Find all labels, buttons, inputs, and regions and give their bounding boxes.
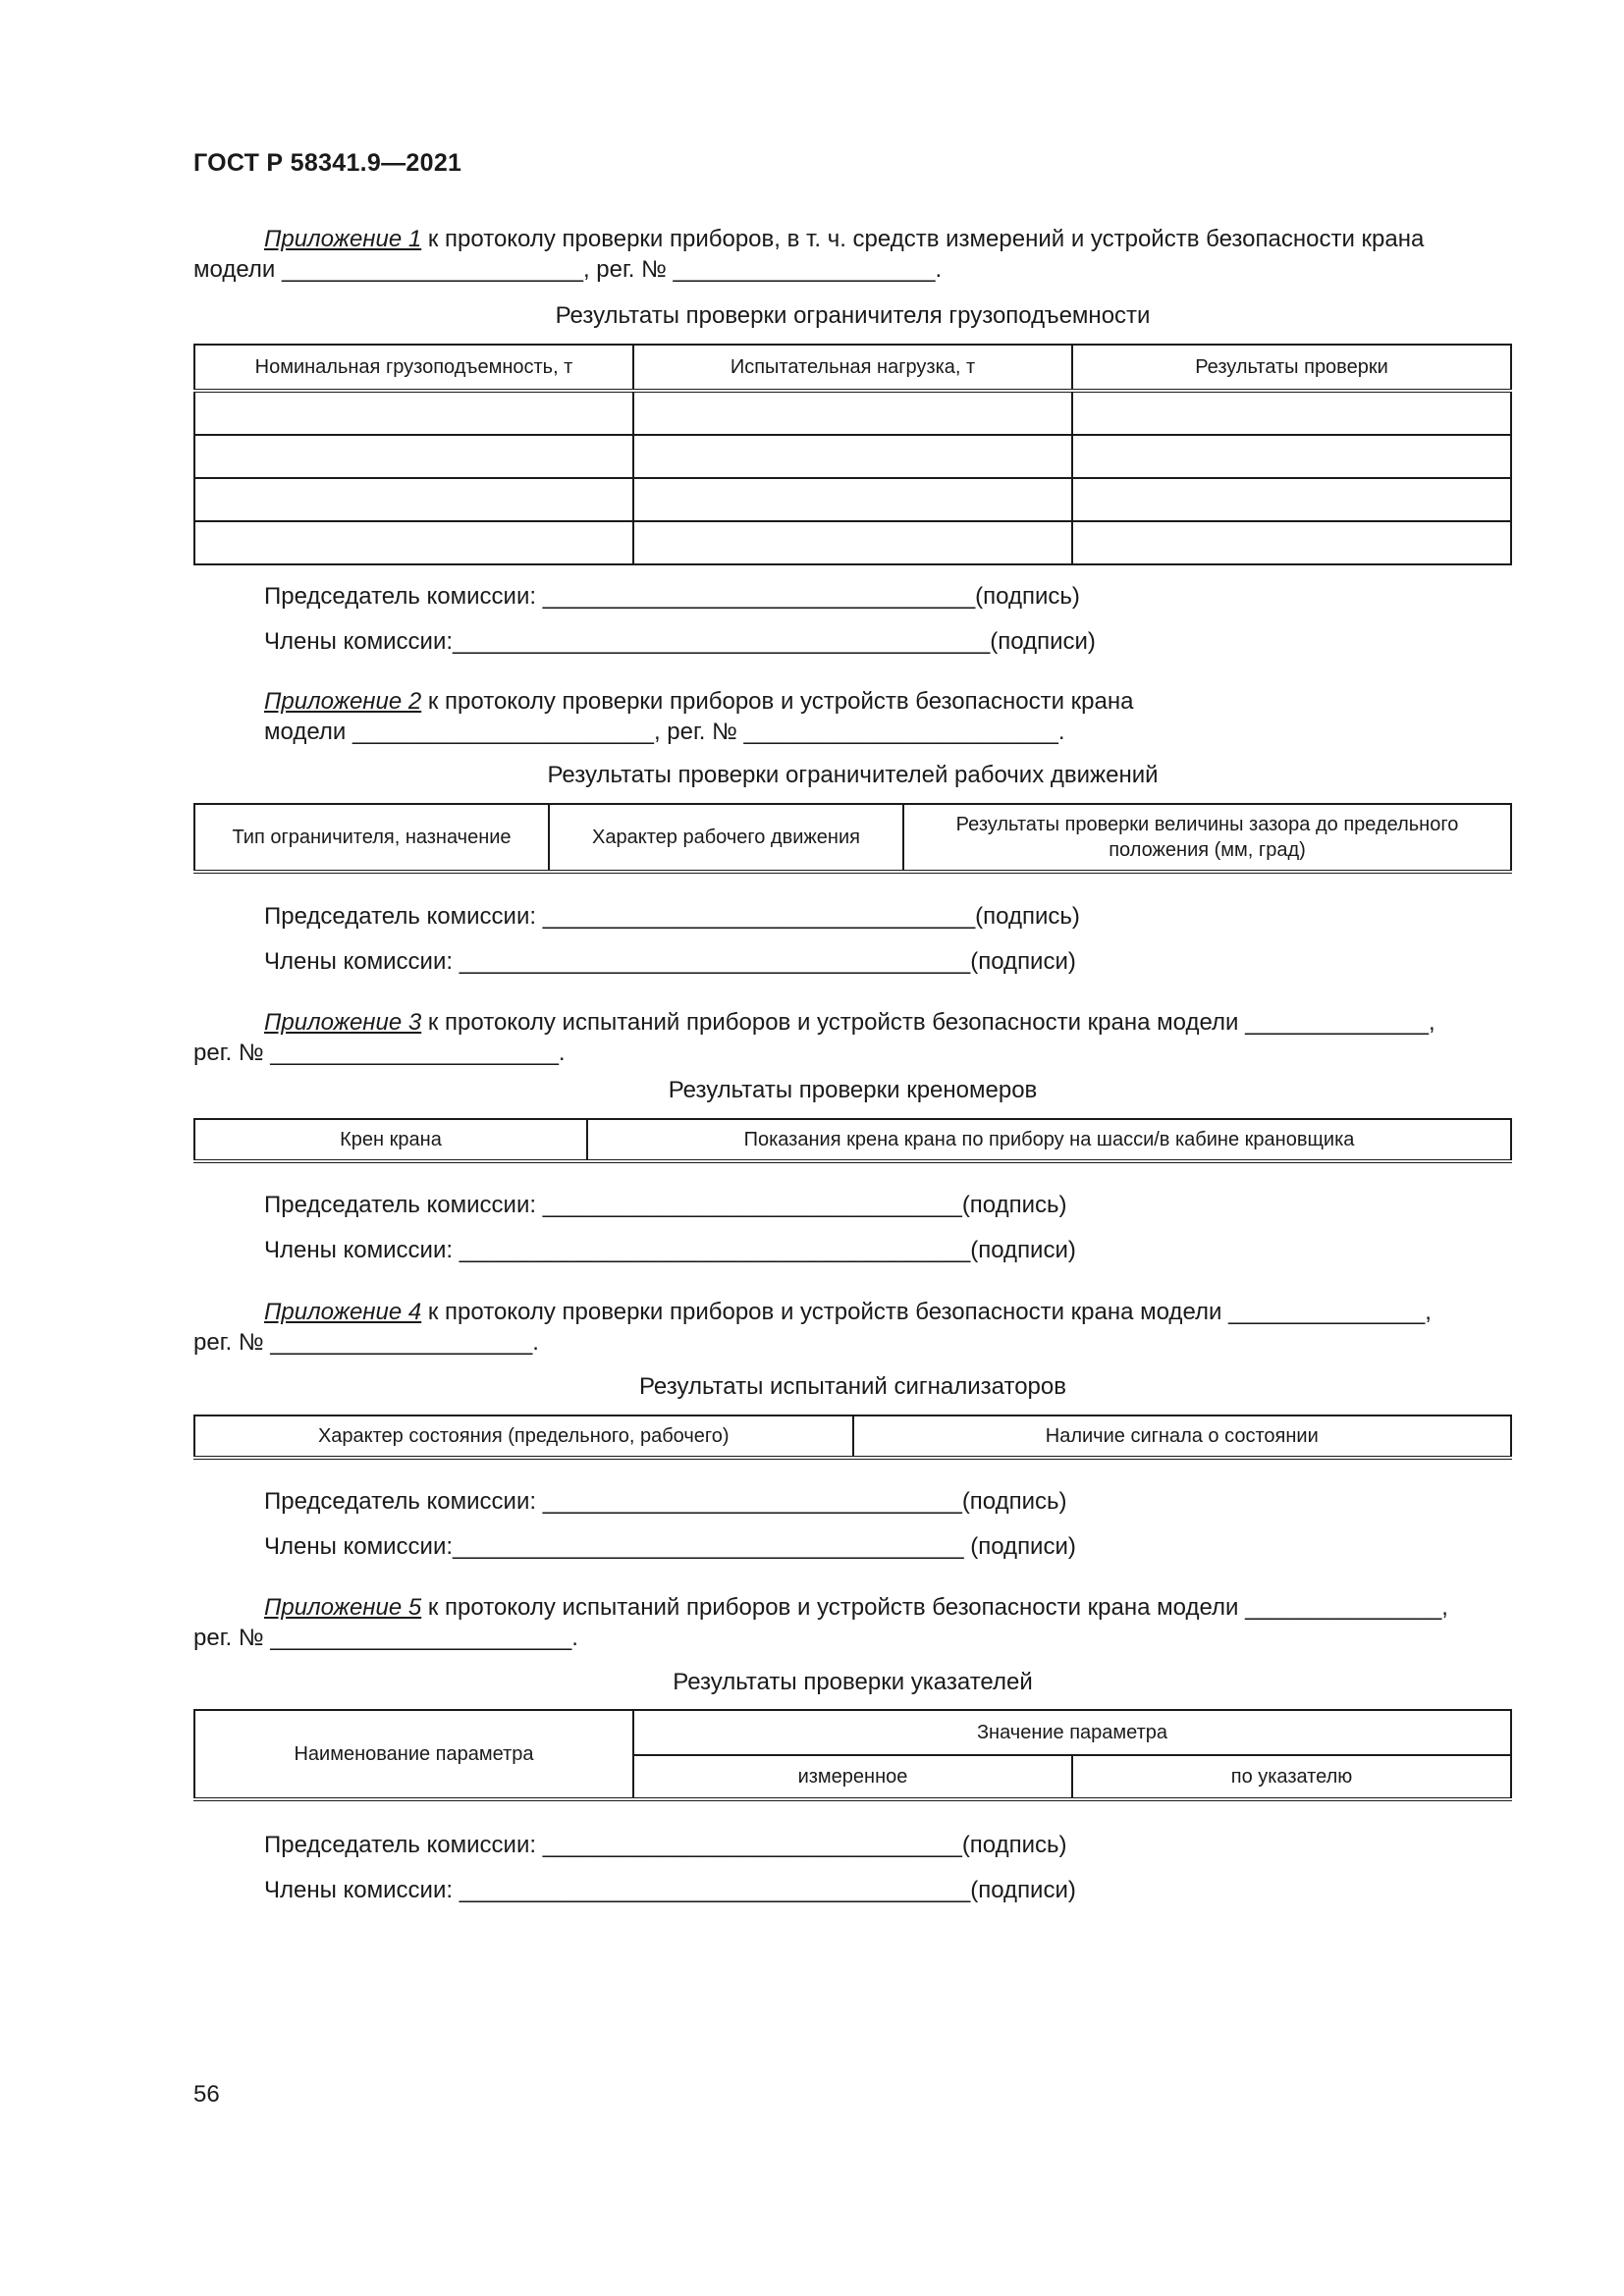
table-header-cell: Результаты проверки величины зазора до предельного положения (мм, град): [903, 804, 1511, 872]
appendix-2-reference: Приложение 2: [264, 688, 422, 715]
chairman-signature-line: Председатель комиссии: ________________________________(подпись): [264, 1832, 1067, 1858]
appendix-1-text-line2: модели _______________________, рег. № ____________________.: [193, 256, 943, 283]
signalers-results-table: [193, 1415, 1512, 1460]
appendix-1-text-line1: к протоколу проверки приборов, в т. ч. средств измерений и устройств безопасности крана: [421, 226, 1425, 252]
table-cell[interactable]: [194, 391, 633, 435]
table-cell[interactable]: [1072, 478, 1511, 521]
chairman-signature-line: Председатель комиссии: _________________________________(подпись): [264, 903, 1080, 930]
appendix-4-intro: [193, 1297, 1512, 1358]
table-header-row: [194, 804, 1511, 872]
table-header-cell: Крен крана: [194, 1119, 587, 1161]
appendix-5-table-caption: Результаты проверки указателей: [673, 1669, 1033, 1695]
appendix-2-text-line1: к протоколу проверки приборов и устройств безопасности крана: [421, 688, 1134, 715]
table-header-row: [194, 1119, 1511, 1161]
table-row: [194, 478, 1511, 521]
appendix-4-table-caption: Результаты испытаний сигнализаторов: [638, 1373, 1067, 1400]
table-header-cell: измеренное: [633, 1755, 1072, 1799]
table-row: [194, 521, 1511, 564]
table-row: [194, 391, 1511, 435]
table-header-cell: Наименование параметра: [194, 1710, 633, 1799]
table-cell[interactable]: [633, 435, 1072, 478]
appendix-3-text-line1: к протоколу испытаний приборов и устройств безопасности крана модели ______________,: [421, 1009, 1435, 1036]
table-header-cell: Показания крена крана по прибору на шасси/в кабине крановщика: [587, 1119, 1511, 1161]
table-cell[interactable]: [194, 435, 633, 478]
page-number: 56: [193, 2081, 220, 2108]
appendix-4-text-line2: рег. № ____________________.: [193, 1329, 539, 1356]
table-cell[interactable]: [1072, 435, 1511, 478]
table-cell[interactable]: [194, 478, 633, 521]
table-cell[interactable]: [1072, 391, 1511, 435]
members-signature-line: Члены комиссии: _______________________________________(подписи): [264, 1237, 1076, 1263]
appendix-1-reference: Приложение 1: [264, 226, 422, 252]
table-header-row: [194, 1710, 1511, 1755]
appendix-3-table-caption: Результаты проверки креномеров: [668, 1077, 1038, 1103]
table-header-row: [194, 1415, 1511, 1458]
appendix-3-text-line2: рег. № ______________________.: [193, 1040, 566, 1066]
appendix-1-table-caption: Результаты проверки ограничителя грузоподъемности: [555, 302, 1151, 329]
table-row: [194, 435, 1511, 478]
table-header-cell: Характер состояния (предельного, рабочего): [194, 1415, 853, 1458]
appendix-5-text-line1: к протоколу испытаний приборов и устройств безопасности крана модели _______________,: [421, 1594, 1448, 1621]
table-header-cell: по указателю: [1072, 1755, 1511, 1799]
appendix-4-reference: Приложение 4: [264, 1299, 422, 1325]
chairman-signature-line: Председатель комиссии: _________________________________(подпись): [264, 583, 1080, 610]
appendix-3-reference: Приложение 3: [264, 1009, 422, 1036]
chairman-signature-line: Председатель комиссии: ________________________________(подпись): [264, 1488, 1067, 1515]
chairman-signature-line: Председатель комиссии: ________________________________(подпись): [264, 1192, 1067, 1218]
load-limiter-results-table: [193, 344, 1512, 565]
appendix-1-intro: [193, 224, 1512, 285]
members-signature-line: Члены комиссии:_______________________________________ (подписи): [264, 1533, 1076, 1560]
table-header-row: [194, 345, 1511, 391]
table-cell[interactable]: [194, 521, 633, 564]
document-header: ГОСТ Р 58341.9—2021: [193, 149, 462, 177]
table-header-cell: Результаты проверки: [1072, 345, 1511, 391]
table-header-cell: Тип ограничителя, назначение: [194, 804, 549, 872]
members-signature-line: Члены комиссии: _______________________________________(подписи): [264, 1877, 1076, 1903]
table-cell[interactable]: [633, 391, 1072, 435]
appendix-5-reference: Приложение 5: [264, 1594, 422, 1621]
table-header-cell: Испытательная нагрузка, т: [633, 345, 1072, 391]
appendix-4-text-line1: к протоколу проверки приборов и устройств безопасности крана модели _______________,: [421, 1299, 1432, 1325]
table-cell[interactable]: [633, 478, 1072, 521]
table-header-cell: Характер рабочего движения: [549, 804, 903, 872]
table-header-cell: Значение параметра: [633, 1710, 1511, 1755]
appendix-5-text-line2: рег. № _______________________.: [193, 1625, 578, 1651]
appendix-2-table-caption: Результаты проверки ограничителей рабочих движений: [547, 762, 1159, 788]
motion-limiters-results-table: [193, 803, 1512, 874]
table-cell[interactable]: [1072, 521, 1511, 564]
appendix-2-text-line2: модели _______________________, рег. № ________________________.: [264, 719, 1065, 745]
members-signature-line: Члены комиссии: _______________________________________(подписи): [264, 948, 1076, 975]
indicators-results-table: [193, 1709, 1512, 1801]
appendix-3-intro: [193, 1007, 1512, 1068]
appendix-5-intro: [193, 1592, 1512, 1653]
members-signature-line: Члены комиссии:_________________________________________(подписи): [264, 628, 1096, 655]
appendix-2-intro: [193, 686, 1512, 747]
table-header-cell: Номинальная грузоподъемность, т: [194, 345, 633, 391]
table-header-cell: Наличие сигнала о состоянии: [853, 1415, 1512, 1458]
inclinometer-results-table: [193, 1118, 1512, 1163]
table-cell[interactable]: [633, 521, 1072, 564]
